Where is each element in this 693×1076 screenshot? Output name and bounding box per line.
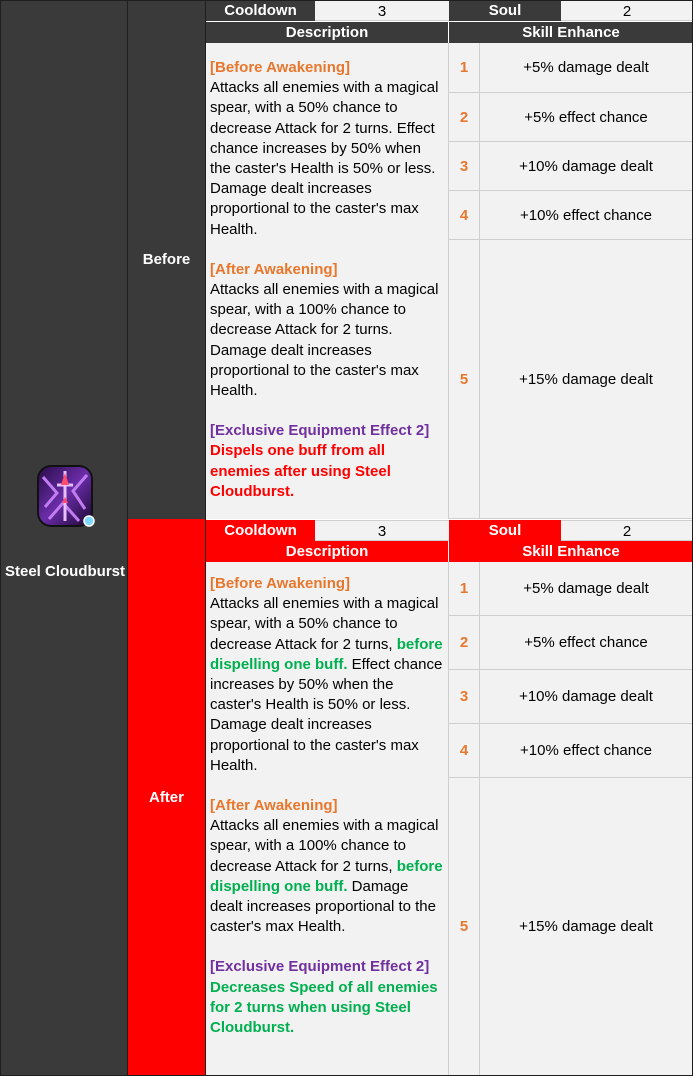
before-description (206, 43, 449, 519)
cooldown-value: 3 (315, 0, 449, 21)
soul-value: 2 (561, 0, 693, 21)
enhance-effect: +10% damage dealt (480, 142, 692, 191)
before-cooldown-soul-row (206, 0, 693, 21)
after-section-headers (206, 541, 693, 562)
enhance-level: 3 (449, 670, 480, 724)
spear-burst-icon (35, 463, 95, 529)
before-awakening-title: [Before Awakening] (210, 575, 351, 592)
after-cooldown-soul-row (206, 520, 693, 541)
phase-label-after: After (128, 519, 206, 1076)
enhance-level: 4 (449, 724, 480, 778)
enhance-level: 4 (449, 191, 480, 240)
enhance-effect: +10% effect chance (480, 191, 692, 240)
after-awakening-title: [After Awakening] (210, 797, 338, 815)
cooldown-label: Cooldown (206, 520, 315, 541)
exclusive-equipment-text: Decreases Speed of all enemies for 2 turns when using Steel Cloudburst. (210, 978, 438, 1037)
before-section-headers (206, 22, 693, 43)
description-header: Description (206, 22, 448, 43)
exclusive-equipment-title: [Exclusive Equipment Effect 2] (210, 958, 430, 976)
skill-name: Steel Cloudburst (4, 563, 125, 580)
soul-label: Soul (449, 0, 561, 21)
enhance-effect: +5% damage dealt (480, 43, 692, 93)
enhance-level: 1 (449, 43, 480, 93)
enhance-effect: +5% effect chance (480, 616, 692, 670)
after-awakening-title: [After Awakening] (210, 260, 338, 278)
enhance-effect: +10% damage dealt (480, 670, 692, 724)
enhance-level: 2 (449, 616, 480, 670)
enhance-effect: +5% damage dealt (480, 562, 692, 616)
soul-label: Soul (449, 520, 561, 541)
enhance-level: 2 (449, 93, 480, 142)
skill-enhance-header: Skill Enhance (449, 541, 693, 562)
before-awakening-title: [Before Awakening] (210, 59, 351, 76)
phase-label-before: Before (128, 0, 206, 519)
new-effect-highlight: before dispelling one buff. (210, 635, 443, 673)
enhance-effect: +5% effect chance (480, 93, 692, 142)
enhance-level: 1 (449, 562, 480, 616)
description-header: Description (206, 541, 448, 562)
skill-column (0, 0, 128, 1076)
enhance-level: 5 (449, 240, 480, 519)
after-description (206, 562, 449, 1076)
skill-enhance-header: Skill Enhance (449, 22, 693, 43)
exclusive-equipment-text: Dispels one buff from all enemies after using Steel Cloudburst. (210, 442, 391, 500)
enhance-effect: +15% damage dealt (480, 778, 692, 1076)
enhance-effect: +15% damage dealt (480, 240, 692, 519)
before-awakening-text: Attacks all enemies with a magical spear, with a 50% chance to decrease Attack for 2 turns, before dispelling one buff. Effect chance increases by 50% when the caster's Health is 50% or less. Damage dealt increases proportional to the caster's max Health. (210, 595, 443, 774)
cooldown-value: 3 (315, 520, 449, 541)
new-effect-highlight: before dispelling one buff. (210, 857, 443, 895)
enhance-effect: +10% effect chance (480, 724, 692, 778)
after-awakening-text: Attacks all enemies with a magical spear, with a 100% chance to decrease Attack for 2 turns, before dispelling one buff. Damage dealt increases proportional to the caster's max Health. (210, 817, 443, 936)
after-awakening-text: Attacks all enemies with a magical spear, with a 100% chance to decrease Attack for 2 turns. Damage dealt increases proportional to the caster's max Health. (210, 281, 439, 400)
before-awakening-text: Attacks all enemies with a magical spear, with a 50% chance to decrease Attack for 2 turns. Effect chance increases by 50% when the caster's Health is 50% or less. Damage dealt increases proportional to the caster's max Health. (210, 79, 439, 238)
enhance-level: 3 (449, 142, 480, 191)
exclusive-equipment-title: [Exclusive Equipment Effect 2] (210, 422, 430, 440)
enhance-level: 5 (449, 778, 480, 1076)
cooldown-label: Cooldown (206, 0, 315, 21)
soul-value: 2 (561, 520, 693, 541)
